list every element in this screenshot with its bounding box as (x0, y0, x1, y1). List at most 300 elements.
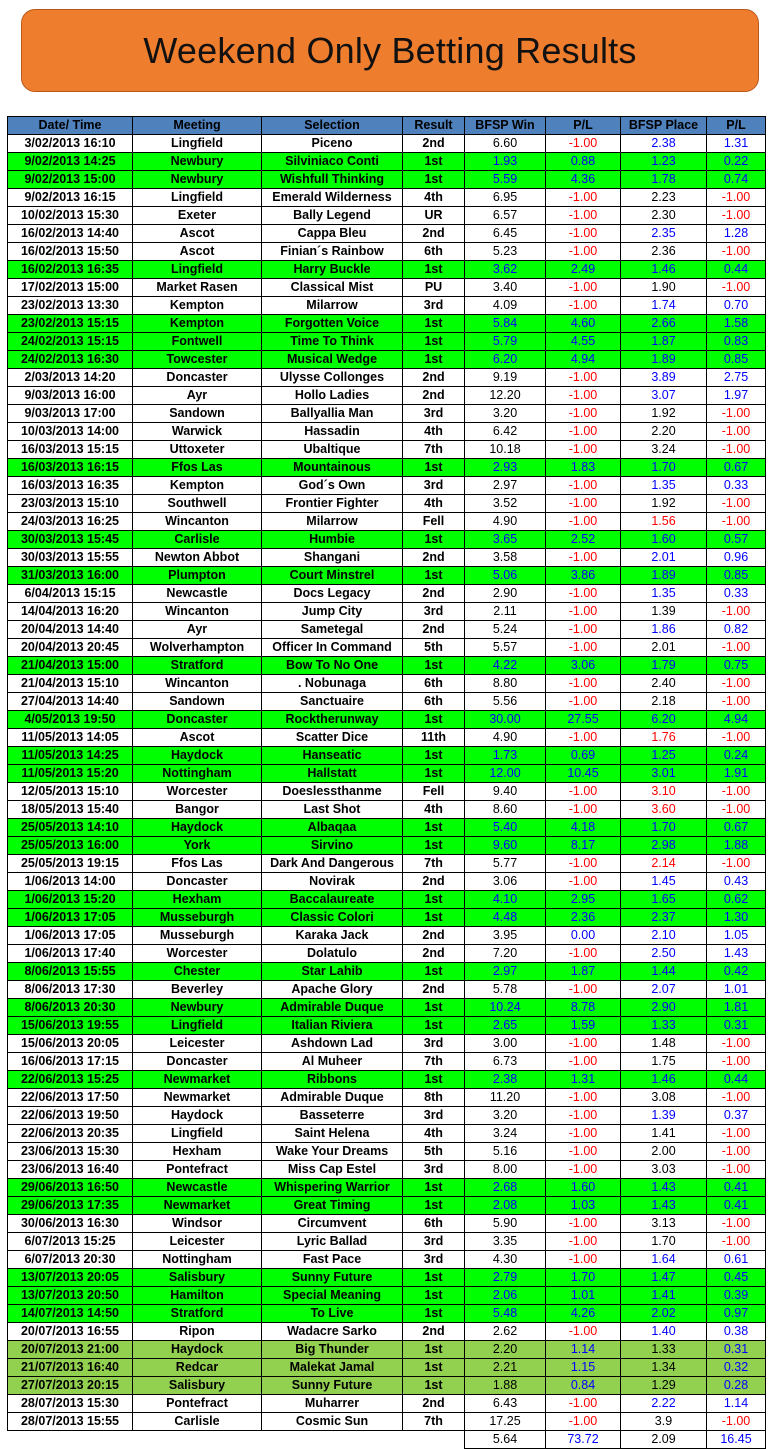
cell-pl-win: -1.00 (546, 297, 621, 315)
cell-pl-place: 0.96 (707, 549, 766, 567)
cell-bfsp-place: 1.86 (621, 621, 707, 639)
cell-meeting: Newbury (133, 999, 262, 1017)
cell-selection: Doeslessthanme (262, 783, 403, 801)
cell-pl-place: 0.85 (707, 567, 766, 585)
cell-bfsp-place: 2.02 (621, 1305, 707, 1323)
cell-meeting: Haydock (133, 1107, 262, 1125)
table-row (8, 873, 766, 891)
cell-result: 1st (403, 459, 465, 477)
cell-bfsp-place: 2.38 (621, 135, 707, 153)
cell-date: 9/02/2013 14:25 (8, 153, 133, 171)
cell-pl-place: -1.00 (707, 1125, 766, 1143)
cell-result: Fell (403, 783, 465, 801)
cell-date: 25/05/2013 14:10 (8, 819, 133, 837)
cell-bfsp-place: 3.07 (621, 387, 707, 405)
cell-pl-win: 1.83 (546, 459, 621, 477)
header-row (8, 117, 766, 135)
cell-result: 7th (403, 1053, 465, 1071)
cell-meeting: Pontefract (133, 1161, 262, 1179)
table-row (8, 729, 766, 747)
cell-selection: Time To Think (262, 333, 403, 351)
cell-bfsp-place: 2.23 (621, 189, 707, 207)
cell-meeting: Stratford (133, 657, 262, 675)
cell-date: 9/03/2013 16:00 (8, 387, 133, 405)
cell-pl-win: 1.60 (546, 1179, 621, 1197)
col-header-pl-place: P/L (707, 117, 766, 135)
cell-bfsp-win: 3.65 (465, 531, 546, 549)
cell-result: UR (403, 207, 465, 225)
cell-pl-win: -1.00 (546, 873, 621, 891)
cell-bfsp-place: 1.35 (621, 477, 707, 495)
cell-result: 2nd (403, 927, 465, 945)
cell-bfsp-place: 1.47 (621, 1269, 707, 1287)
cell-date: 20/07/2013 16:55 (8, 1323, 133, 1341)
cell-pl-win: 2.36 (546, 909, 621, 927)
cell-pl-place: 0.45 (707, 1269, 766, 1287)
cell-bfsp-place: 1.46 (621, 261, 707, 279)
cell-meeting: Ffos Las (133, 855, 262, 873)
cell-meeting: Kempton (133, 477, 262, 495)
cell-bfsp-place: 1.89 (621, 567, 707, 585)
cell-bfsp-win: 2.20 (465, 1341, 546, 1359)
cell-bfsp-win: 10.18 (465, 441, 546, 459)
cell-result: 1st (403, 1197, 465, 1215)
cell-selection: Muharrer (262, 1395, 403, 1413)
cell-result: 2nd (403, 369, 465, 387)
cell-bfsp-win: 1.88 (465, 1377, 546, 1395)
cell-bfsp-win: 17.25 (465, 1413, 546, 1431)
cell-result: 2nd (403, 945, 465, 963)
cell-date: 24/02/2013 16:30 (8, 351, 133, 369)
cell-pl-win: 1.59 (546, 1017, 621, 1035)
table-row (8, 621, 766, 639)
cell-bfsp-win: 3.58 (465, 549, 546, 567)
page-title: Weekend Only Betting Results (143, 29, 637, 71)
cell-bfsp-place: 1.33 (621, 1341, 707, 1359)
cell-pl-place: -1.00 (707, 783, 766, 801)
cell-date: 20/04/2013 14:40 (8, 621, 133, 639)
cell-meeting: Ffos Las (133, 459, 262, 477)
cell-pl-win: -1.00 (546, 783, 621, 801)
cell-date: 1/06/2013 17:05 (8, 909, 133, 927)
cell-pl-place: -1.00 (707, 603, 766, 621)
cell-pl-win: -1.00 (546, 225, 621, 243)
cell-pl-place: -1.00 (707, 495, 766, 513)
table-row (8, 1017, 766, 1035)
table-row (8, 189, 766, 207)
cell-bfsp-place: 1.70 (621, 1233, 707, 1251)
cell-pl-place: 0.41 (707, 1197, 766, 1215)
cell-pl-place: -1.00 (707, 1233, 766, 1251)
cell-date: 29/06/2013 17:35 (8, 1197, 133, 1215)
cell-selection: Fast Pace (262, 1251, 403, 1269)
cell-meeting: Newcastle (133, 1179, 262, 1197)
cell-selection: Miss Cap Estel (262, 1161, 403, 1179)
table-row (8, 387, 766, 405)
cell-pl-place: -1.00 (707, 675, 766, 693)
total-pl-place: 16.45 (707, 1431, 766, 1449)
table-row (8, 1071, 766, 1089)
cell-pl-win: -1.00 (546, 369, 621, 387)
cell-meeting: Market Rasen (133, 279, 262, 297)
table-row (8, 999, 766, 1017)
cell-bfsp-place: 2.35 (621, 225, 707, 243)
cell-date: 16/02/2013 16:35 (8, 261, 133, 279)
cell-date: 11/05/2013 14:05 (8, 729, 133, 747)
cell-selection: Finian´s Rainbow (262, 243, 403, 261)
cell-result: 7th (403, 1413, 465, 1431)
cell-selection: Circumvent (262, 1215, 403, 1233)
cell-bfsp-win: 2.90 (465, 585, 546, 603)
cell-bfsp-win: 3.06 (465, 873, 546, 891)
cell-bfsp-win: 2.08 (465, 1197, 546, 1215)
cell-pl-win: 2.49 (546, 261, 621, 279)
cell-date: 21/04/2013 15:00 (8, 657, 133, 675)
cell-bfsp-win: 1.93 (465, 153, 546, 171)
cell-date: 14/04/2013 16:20 (8, 603, 133, 621)
cell-selection: Ribbons (262, 1071, 403, 1089)
cell-bfsp-place: 1.70 (621, 819, 707, 837)
cell-selection: Malekat Jamal (262, 1359, 403, 1377)
cell-pl-place: -1.00 (707, 207, 766, 225)
table-row (8, 1233, 766, 1251)
cell-selection: Classic Colori (262, 909, 403, 927)
cell-selection: Bow To No One (262, 657, 403, 675)
cell-bfsp-place: 2.07 (621, 981, 707, 999)
cell-bfsp-place: 1.25 (621, 747, 707, 765)
cell-bfsp-win: 3.95 (465, 927, 546, 945)
cell-result: 4th (403, 801, 465, 819)
cell-meeting: Fontwell (133, 333, 262, 351)
cell-pl-place: 0.37 (707, 1107, 766, 1125)
cell-selection: Hassadin (262, 423, 403, 441)
cell-date: 1/06/2013 17:05 (8, 927, 133, 945)
cell-selection: Docs Legacy (262, 585, 403, 603)
table-row (8, 855, 766, 873)
cell-meeting: Newmarket (133, 1197, 262, 1215)
table-row (8, 1125, 766, 1143)
cell-result: 2nd (403, 1395, 465, 1413)
cell-date: 16/03/2013 15:15 (8, 441, 133, 459)
cell-meeting: Haydock (133, 1341, 262, 1359)
cell-meeting: Ayr (133, 621, 262, 639)
table-row (8, 747, 766, 765)
cell-pl-win: -1.00 (546, 1053, 621, 1071)
cell-bfsp-win: 4.90 (465, 729, 546, 747)
cell-date: 30/06/2013 16:30 (8, 1215, 133, 1233)
cell-bfsp-win: 5.90 (465, 1215, 546, 1233)
cell-bfsp-win: 5.06 (465, 567, 546, 585)
cell-bfsp-place: 3.08 (621, 1089, 707, 1107)
cell-date: 4/05/2013 19:50 (8, 711, 133, 729)
cell-date: 25/05/2013 16:00 (8, 837, 133, 855)
cell-selection: Karaka Jack (262, 927, 403, 945)
cell-bfsp-place: 2.01 (621, 549, 707, 567)
cell-pl-place: 1.43 (707, 945, 766, 963)
cell-bfsp-win: 3.35 (465, 1233, 546, 1251)
cell-bfsp-place: 1.44 (621, 963, 707, 981)
cell-bfsp-win: 3.40 (465, 279, 546, 297)
table-row (8, 603, 766, 621)
cell-selection: Sunny Future (262, 1377, 403, 1395)
cell-result: 2nd (403, 981, 465, 999)
cell-bfsp-place: 1.23 (621, 153, 707, 171)
cell-selection: Ubaltique (262, 441, 403, 459)
cell-result: 1st (403, 747, 465, 765)
cell-result: 2nd (403, 135, 465, 153)
table-row (8, 945, 766, 963)
cell-result: 6th (403, 693, 465, 711)
table-row (8, 981, 766, 999)
cell-bfsp-win: 5.78 (465, 981, 546, 999)
cell-bfsp-win: 12.00 (465, 765, 546, 783)
cell-result: 1st (403, 531, 465, 549)
cell-pl-win: -1.00 (546, 279, 621, 297)
table-row (8, 909, 766, 927)
cell-date: 13/07/2013 20:50 (8, 1287, 133, 1305)
cell-date: 9/02/2013 15:00 (8, 171, 133, 189)
cell-date: 25/05/2013 19:15 (8, 855, 133, 873)
cell-date: 11/05/2013 15:20 (8, 765, 133, 783)
cell-meeting: Lingfield (133, 135, 262, 153)
cell-bfsp-place: 3.89 (621, 369, 707, 387)
table-row (8, 459, 766, 477)
cell-result: 7th (403, 855, 465, 873)
table-row (8, 135, 766, 153)
cell-bfsp-place: 1.76 (621, 729, 707, 747)
cell-result: 4th (403, 1125, 465, 1143)
cell-selection: Court Minstrel (262, 567, 403, 585)
cell-selection: Apache Glory (262, 981, 403, 999)
table-row (8, 441, 766, 459)
cell-pl-win: -1.00 (546, 513, 621, 531)
cell-bfsp-place: 3.03 (621, 1161, 707, 1179)
cell-result: 1st (403, 657, 465, 675)
cell-date: 29/06/2013 16:50 (8, 1179, 133, 1197)
cell-date: 12/05/2013 15:10 (8, 783, 133, 801)
cell-selection: Wadacre Sarko (262, 1323, 403, 1341)
cell-date: 23/03/2013 15:10 (8, 495, 133, 513)
cell-selection: Piceno (262, 135, 403, 153)
cell-selection: Sanctuaire (262, 693, 403, 711)
cell-bfsp-place: 3.9 (621, 1413, 707, 1431)
table-row (8, 1377, 766, 1395)
cell-selection: Wishfull Thinking (262, 171, 403, 189)
cell-bfsp-place: 1.92 (621, 495, 707, 513)
cell-date: 3/02/2013 16:10 (8, 135, 133, 153)
table-row (8, 657, 766, 675)
cell-bfsp-place: 1.34 (621, 1359, 707, 1377)
cell-pl-place: -1.00 (707, 405, 766, 423)
cell-pl-place: 0.33 (707, 585, 766, 603)
cell-result: 1st (403, 1359, 465, 1377)
table-row (8, 1341, 766, 1359)
cell-pl-place: 1.30 (707, 909, 766, 927)
cell-pl-win: -1.00 (546, 207, 621, 225)
cell-result: 1st (403, 153, 465, 171)
cell-pl-place: -1.00 (707, 513, 766, 531)
cell-pl-win: 1.01 (546, 1287, 621, 1305)
cell-bfsp-win: 30.00 (465, 711, 546, 729)
cell-pl-win: -1.00 (546, 387, 621, 405)
cell-meeting: Carlisle (133, 1413, 262, 1431)
cell-bfsp-place: 2.66 (621, 315, 707, 333)
cell-pl-place: -1.00 (707, 243, 766, 261)
cell-bfsp-place: 2.10 (621, 927, 707, 945)
table-row (8, 891, 766, 909)
cell-date: 28/07/2013 15:55 (8, 1413, 133, 1431)
cell-date: 8/06/2013 17:30 (8, 981, 133, 999)
cell-result: 5th (403, 1143, 465, 1161)
cell-date: 28/07/2013 15:30 (8, 1395, 133, 1413)
cell-bfsp-win: 4.90 (465, 513, 546, 531)
cell-bfsp-win: 2.11 (465, 603, 546, 621)
cell-date: 23/06/2013 15:30 (8, 1143, 133, 1161)
cell-meeting: Uttoxeter (133, 441, 262, 459)
cell-bfsp-win: 6.43 (465, 1395, 546, 1413)
cell-date: 16/03/2013 16:15 (8, 459, 133, 477)
cell-date: 15/06/2013 20:05 (8, 1035, 133, 1053)
cell-bfsp-win: 5.24 (465, 621, 546, 639)
cell-pl-place: 0.67 (707, 819, 766, 837)
cell-pl-place: -1.00 (707, 855, 766, 873)
cell-selection: Shangani (262, 549, 403, 567)
table-row (8, 1395, 766, 1413)
cell-selection: Bally Legend (262, 207, 403, 225)
table-row (8, 837, 766, 855)
cell-bfsp-place: 1.43 (621, 1179, 707, 1197)
cell-date: 9/03/2013 17:00 (8, 405, 133, 423)
cell-selection: Jump City (262, 603, 403, 621)
cell-bfsp-win: 8.60 (465, 801, 546, 819)
table-row (8, 1287, 766, 1305)
cell-bfsp-win: 4.48 (465, 909, 546, 927)
cell-bfsp-win: 6.73 (465, 1053, 546, 1071)
cell-bfsp-place: 2.50 (621, 945, 707, 963)
cell-selection: Sirvino (262, 837, 403, 855)
table-row (8, 1179, 766, 1197)
cell-bfsp-win: 8.80 (465, 675, 546, 693)
cell-result: 1st (403, 819, 465, 837)
cell-selection: Milarrow (262, 513, 403, 531)
cell-pl-place: 0.85 (707, 351, 766, 369)
cell-bfsp-win: 5.84 (465, 315, 546, 333)
cell-pl-win: 4.36 (546, 171, 621, 189)
cell-result: 1st (403, 909, 465, 927)
cell-pl-place: 0.22 (707, 153, 766, 171)
cell-result: 4th (403, 189, 465, 207)
cell-bfsp-win: 5.56 (465, 693, 546, 711)
cell-bfsp-win: 5.79 (465, 333, 546, 351)
table-row (8, 1269, 766, 1287)
table-row (8, 225, 766, 243)
table-row (8, 585, 766, 603)
cell-bfsp-win: 6.45 (465, 225, 546, 243)
cell-result: 2nd (403, 225, 465, 243)
cell-result: 11th (403, 729, 465, 747)
cell-pl-win: -1.00 (546, 477, 621, 495)
cell-bfsp-win: 9.60 (465, 837, 546, 855)
cell-pl-place: 0.41 (707, 1179, 766, 1197)
table-row (8, 171, 766, 189)
cell-pl-place: 0.32 (707, 1359, 766, 1377)
cell-date: 11/05/2013 14:25 (8, 747, 133, 765)
cell-bfsp-place: 1.48 (621, 1035, 707, 1053)
cell-bfsp-win: 3.20 (465, 405, 546, 423)
cell-date: 8/06/2013 20:30 (8, 999, 133, 1017)
table-row (8, 513, 766, 531)
cell-meeting: Redcar (133, 1359, 262, 1377)
cell-pl-win: 4.26 (546, 1305, 621, 1323)
cell-meeting: Stratford (133, 1305, 262, 1323)
cell-meeting: Pontefract (133, 1395, 262, 1413)
cell-bfsp-win: 2.97 (465, 477, 546, 495)
cell-selection: . Nobunaga (262, 675, 403, 693)
cell-meeting: Salisbury (133, 1377, 262, 1395)
cell-bfsp-place: 1.89 (621, 351, 707, 369)
table-row (8, 495, 766, 513)
cell-pl-place: 0.82 (707, 621, 766, 639)
cell-pl-place: -1.00 (707, 1143, 766, 1161)
cell-result: 1st (403, 1377, 465, 1395)
cell-result: 1st (403, 1071, 465, 1089)
cell-meeting: Nottingham (133, 1251, 262, 1269)
cell-pl-win: 4.55 (546, 333, 621, 351)
cell-pl-place: 0.97 (707, 1305, 766, 1323)
cell-pl-win: 1.15 (546, 1359, 621, 1377)
table-row (8, 279, 766, 297)
cell-selection: Humbie (262, 531, 403, 549)
cell-bfsp-place: 1.39 (621, 603, 707, 621)
cell-meeting: Leicester (133, 1233, 262, 1251)
cell-meeting: Doncaster (133, 711, 262, 729)
cell-selection: Emerald Wilderness (262, 189, 403, 207)
cell-selection: Italian Riviera (262, 1017, 403, 1035)
table-row (8, 963, 766, 981)
table-row (8, 639, 766, 657)
cell-bfsp-place: 3.01 (621, 765, 707, 783)
table-row (8, 549, 766, 567)
cell-pl-place: -1.00 (707, 423, 766, 441)
cell-pl-place: 1.01 (707, 981, 766, 999)
cell-bfsp-place: 2.37 (621, 909, 707, 927)
cell-meeting: Salisbury (133, 1269, 262, 1287)
cell-pl-win: -1.00 (546, 1107, 621, 1125)
total-bfsp-place: 2.09 (621, 1431, 707, 1449)
cell-meeting: Towcester (133, 351, 262, 369)
totals-spacer (8, 1431, 465, 1449)
table-row (8, 531, 766, 549)
cell-bfsp-place: 3.13 (621, 1215, 707, 1233)
cell-bfsp-place: 3.10 (621, 783, 707, 801)
cell-selection: Ballyallia Man (262, 405, 403, 423)
cell-pl-place: -1.00 (707, 639, 766, 657)
cell-meeting: Kempton (133, 315, 262, 333)
cell-pl-place: 1.97 (707, 387, 766, 405)
col-header-bfsp-win: BFSP Win (465, 117, 546, 135)
cell-meeting: Newbury (133, 171, 262, 189)
cell-pl-place: -1.00 (707, 1161, 766, 1179)
cell-pl-win: 4.94 (546, 351, 621, 369)
cell-date: 20/04/2013 20:45 (8, 639, 133, 657)
cell-bfsp-win: 6.60 (465, 135, 546, 153)
cell-result: 2nd (403, 387, 465, 405)
cell-selection: God´s Own (262, 477, 403, 495)
table-row (8, 1251, 766, 1269)
cell-pl-place: -1.00 (707, 801, 766, 819)
cell-pl-win: 4.60 (546, 315, 621, 333)
cell-bfsp-place: 2.20 (621, 423, 707, 441)
